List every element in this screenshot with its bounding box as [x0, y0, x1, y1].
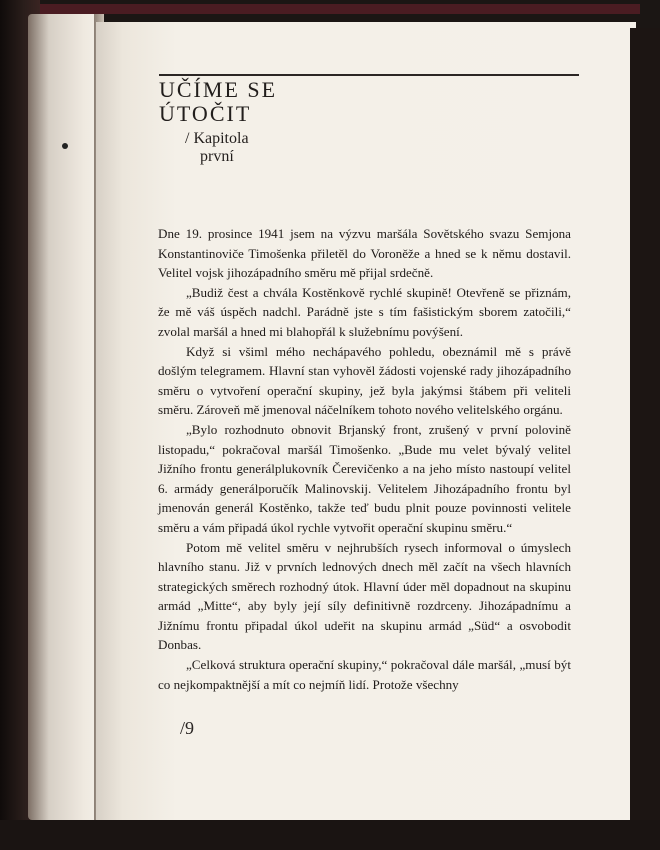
chapter-title-line2: ÚTOČIT: [159, 101, 252, 126]
chapter-subtitle: [185, 130, 249, 166]
book-cover-right: [630, 28, 660, 828]
binding-mark: [62, 143, 68, 149]
page-number: /9: [180, 718, 195, 738]
paragraph: „Celková struktura operační skupiny,“ pokračoval dále maršál, „musí být co nejkompaktnější a mít co nejmíň lidí. Protože všechny: [158, 657, 571, 692]
chapter-body: [158, 224, 571, 694]
page-stack-left: [28, 14, 98, 820]
paragraph: Potom mě velitel směru v nejhrubších rysech informoval o úmyslech hlavního stanu. Již v prvních lednových dnech měl začít na všech hlavních strategických směrech rozhodný útok. Hlavní úder měl dopadnout na skupinu armád „Mitte“, aby byly její síly definitivně rozdrceny. Jihozápadnímu a Jižnímu frontu připadal úkol udeřit na skupinu armád „Süd“ a osvobodit Donbas.: [158, 539, 571, 653]
chapter-title: [159, 78, 277, 126]
paragraph: „Bylo rozhodnuto obnovit Brjanský front, zrušený v první polovině listopadu,“ pokračoval maršál Timošenko. „Bude mu velet bývalý velitel Jižního frontu generálplukovník Čerevičenko a na jeho místo nastoupí velitel 6. armády generálporučík Malinovskij. Velitelem Jihozápadního frontu byl jmenován generál Kostěnko, takže teď budu plnit pouze povinnosti velitele směru a vám připadá úkol rychle vytvořit operační skupinu směru.“: [158, 421, 571, 535]
paragraph: Dne 19. prosince 1941 jsem na výzvu maršála Sovětského svazu Semjona Konstantinoviče Timošenka přiletěl do Voroněže a hned se k němu dostavil. Velitel vojsk jihozápadního směru mě přijal srdečně.: [158, 226, 571, 281]
book-cover-top: [6, 4, 640, 14]
chapter-title-line1: UČÍME SE: [159, 77, 278, 102]
book-cover-bottom: [0, 820, 660, 850]
chapter-subtitle-line2: první: [200, 148, 234, 165]
chapter-title-rule: [159, 74, 579, 76]
paragraph: „Budiž čest a chvála Kostěnkově rychlé skupině! Otevřeně se přiznám, že mě váš úspěch nadchl. Parádně jste s tím fašistickým sborem zatočili,“ zvolal maršál a hned mi blahopřál k služebnímu povýšení.: [158, 284, 571, 339]
paragraph: Když si všiml mého nechápavého pohledu, obeznámil mě s právě došlým telegramem. Hlavní stan vyhověl žádosti vojenské rady jihozápadního směru o vytvoření operační skupiny, jež byla jakýmsi štábem při veliteli směru. Zároveň mě jmenoval náčelníkem tohoto nového velitelského orgánu.: [158, 343, 571, 418]
chapter-subtitle-line1: / Kapitola: [185, 130, 249, 147]
